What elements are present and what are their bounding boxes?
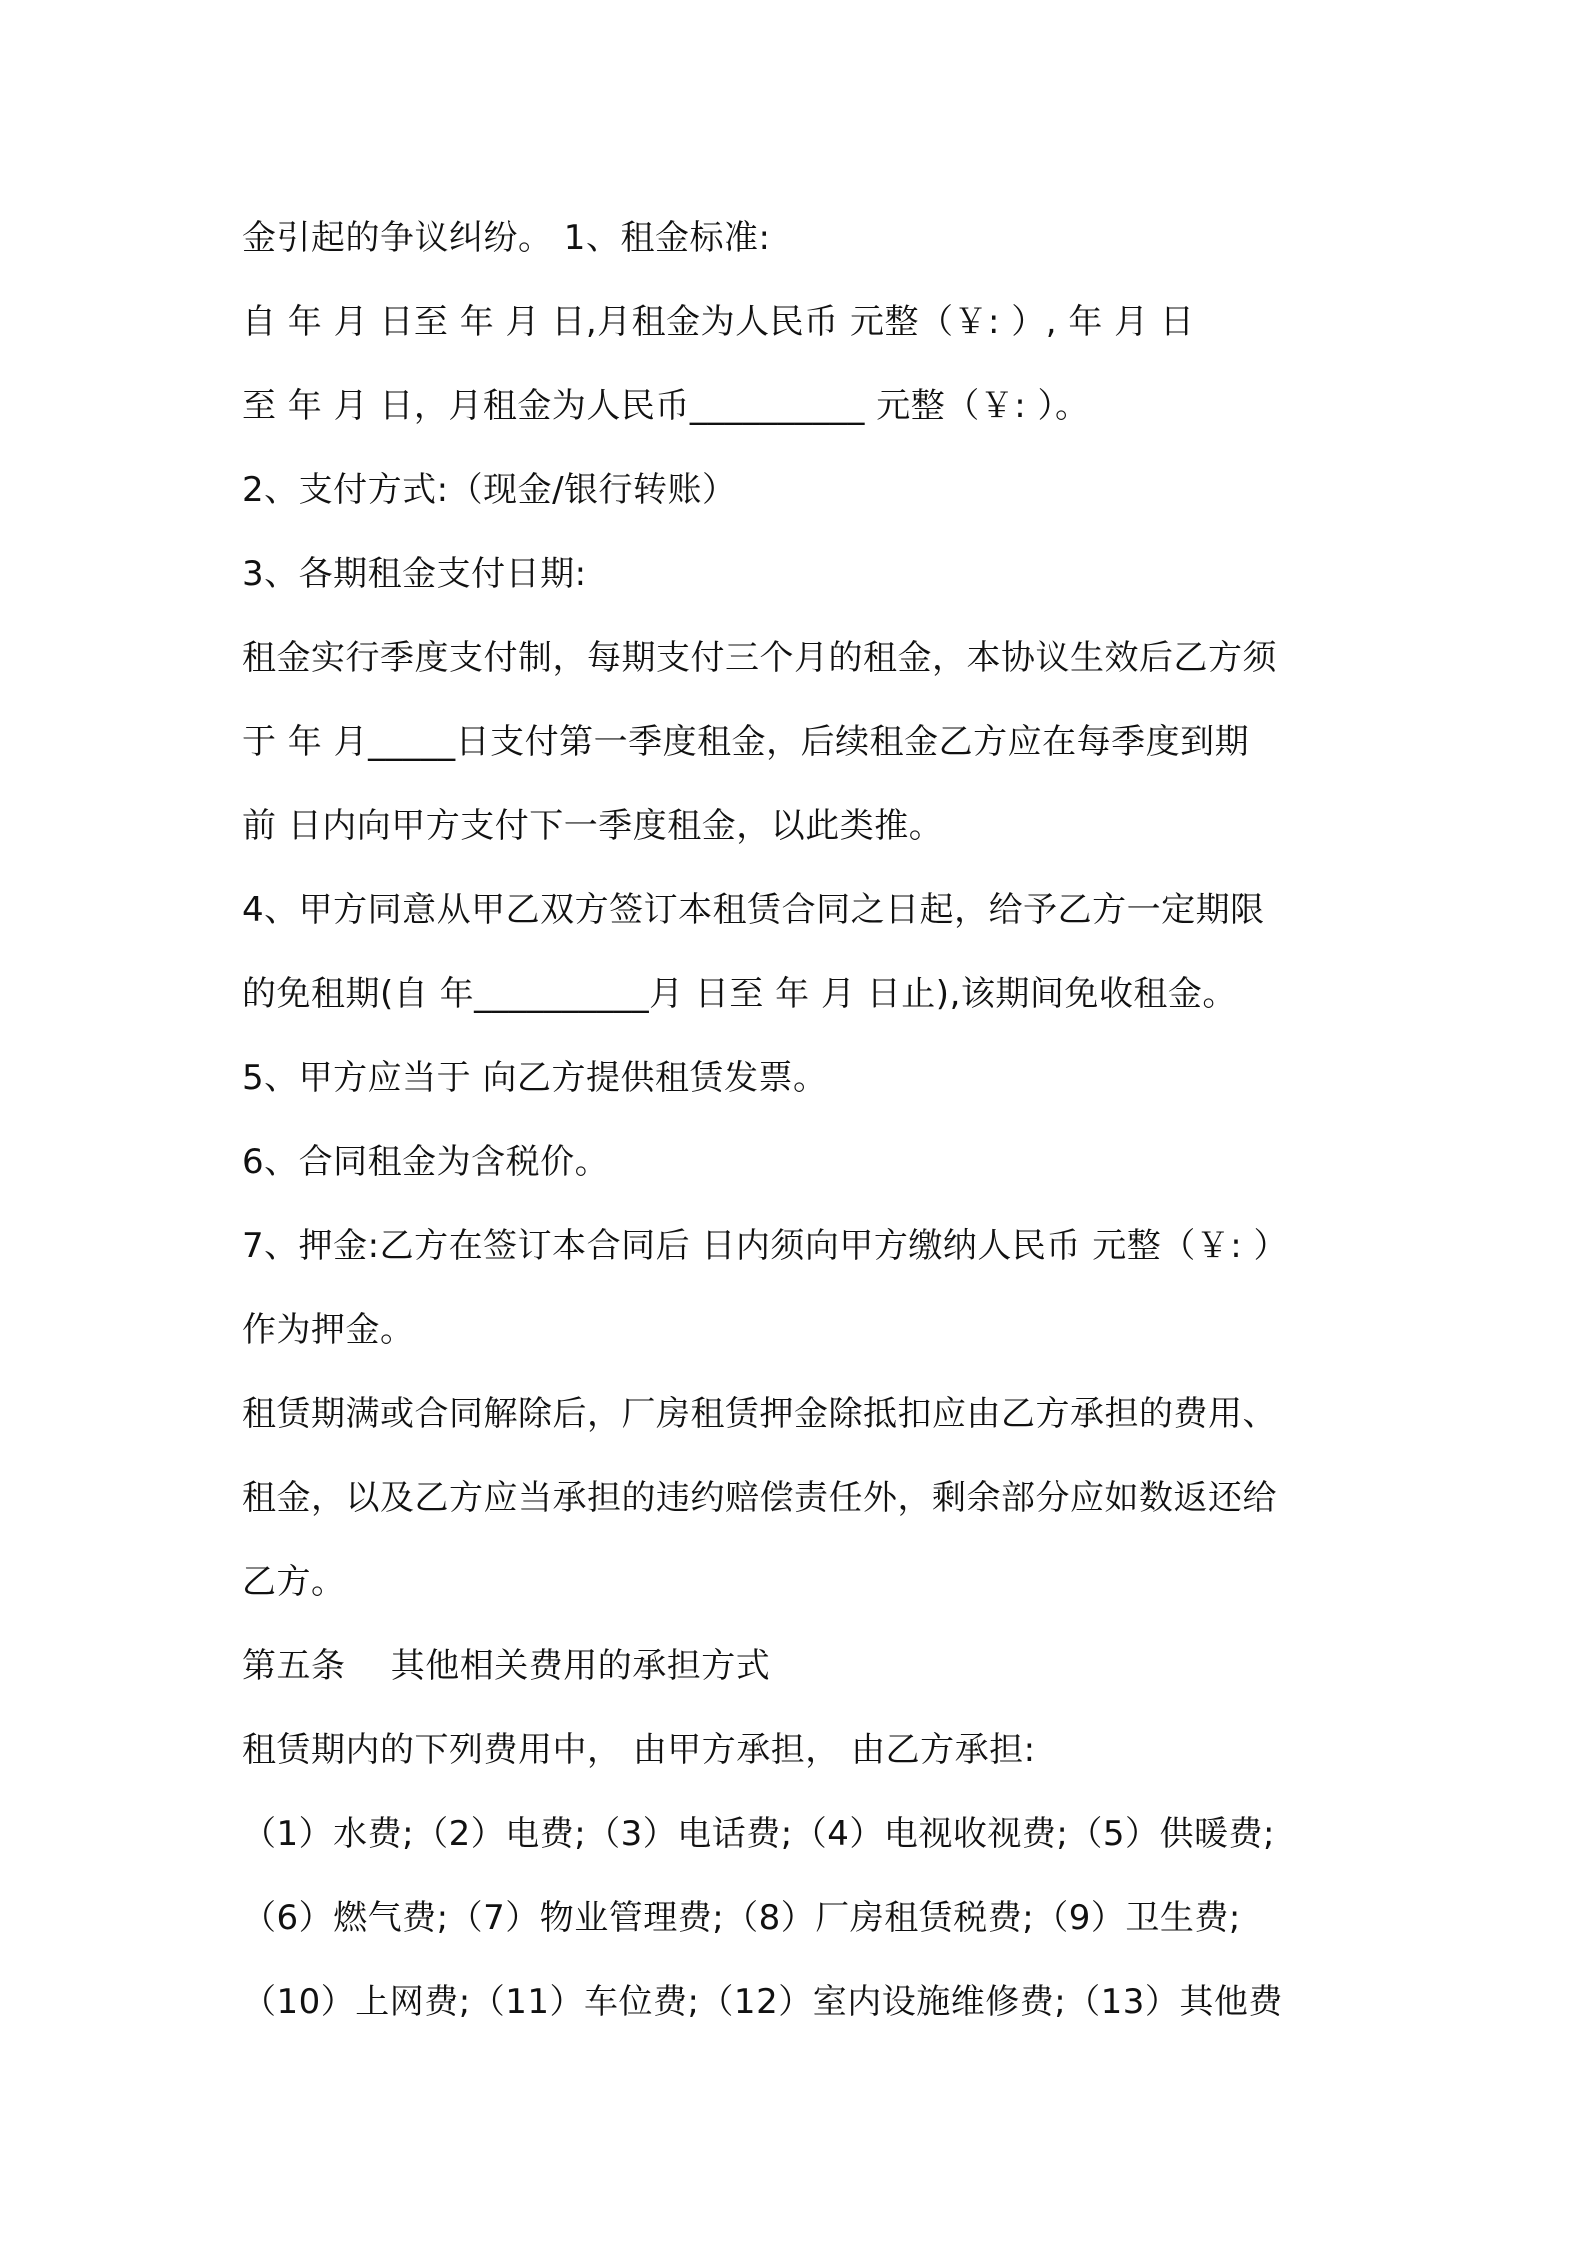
- text-line: 前 日内向甲方支付下一季度租金，以此类推。: [242, 806, 944, 846]
- text-line: 租金实行季度支付制，每期支付三个月的租金，本协议生效后乙方须: [242, 638, 1277, 678]
- text-line: 7、押金:乙方在签订本合同后 日内须向甲方缴纳人民币 元整（￥: ）: [242, 1226, 1288, 1266]
- text-line: 租金，以及乙方应当承担的违约赔偿责任外，剩余部分应如数返还给: [242, 1478, 1277, 1518]
- text-line: （10）上网费;（11）车位费;（12）室内设施维修费;（13）其他费: [242, 1982, 1283, 2022]
- text-line: 于 年 月_____日支付第一季度租金，后续租金乙方应在每季度到期: [242, 722, 1250, 762]
- text-line: （1）水费;（2）电费;（3）电话费;（4）电视收视费;（5）供暖费;: [242, 1814, 1275, 1854]
- text-line: 6、合同租金为含税价。: [242, 1142, 610, 1182]
- text-line: 金引起的争议纠纷。 1、租金标准:: [242, 218, 771, 258]
- text-line: 3、各期租金支付日期:: [242, 554, 587, 594]
- document-body: [242, 196, 1382, 2044]
- text-line: 至 年 月 日，月租金为人民币__________ 元整（￥: ）。: [242, 386, 1090, 426]
- text-line: 的免租期(自 年__________月 日至 年 月 日止),该期间免收租金。: [242, 974, 1237, 1014]
- text-line: 4、甲方同意从甲乙双方签订本租赁合同之日起，给予乙方一定期限: [242, 890, 1265, 930]
- text-line: 2、支付方式:（现金/银行转账）: [242, 470, 737, 510]
- text-line: 作为押金。: [242, 1310, 415, 1350]
- text-line: 乙方。: [242, 1562, 346, 1602]
- section-heading: 第五条 其他相关费用的承担方式: [242, 1646, 771, 1686]
- text-line: 租赁期满或合同解除后，厂房租赁押金除抵扣应由乙方承担的费用、: [242, 1394, 1277, 1434]
- text-line: （6）燃气费;（7）物业管理费;（8）厂房租赁税费;（9）卫生费;: [242, 1898, 1241, 1938]
- text-line: 租赁期内的下列费用中， 由甲方承担， 由乙方承担:: [242, 1730, 1036, 1770]
- text-line: 5、甲方应当于 向乙方提供租赁发票。: [242, 1058, 828, 1098]
- text-line: 自 年 月 日至 年 月 日,月租金为人民币 元整（￥: ）, 年 月 日: [242, 302, 1195, 342]
